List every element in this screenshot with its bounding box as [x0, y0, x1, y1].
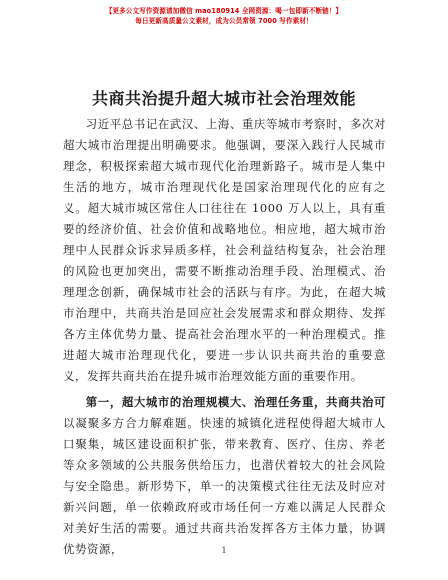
- page-number: 1: [221, 546, 227, 555]
- document-title: 共商共治提升超大城市社会治理效能: [91, 89, 356, 108]
- promo-banner: [0, 6, 448, 26]
- paragraph-2: [63, 392, 386, 560]
- promo-banner-line-1: 【更多公文写作资源请加微信 mao180914 全网资源：喝一包即新不断链！】: [105, 7, 343, 15]
- document-body: [63, 114, 386, 560]
- paragraph-2-lead: 第一，超大城市的治理规模大、治理任务重，共商共治可: [85, 395, 386, 409]
- promo-banner-line-2: 每日更新高质量公文素材，成为公员常领 7000 写作素材！: [135, 17, 313, 25]
- paragraph-1: 习近平总书记在武汉、上海、重庆等城市考察时，多次对超大城市治理提出明确要求。他强调，要深入践行人民城市理念，积极探索超大城市现代化治理新路子。城市是人集中生活的地方，城市治理现代化是国家治理现代化的应有之义。超大城市城区常住人口往往在 1000 万人以上，具有重要的经济价值、社会价值和战略地位。相应地，超大城市治理中人民群众诉求异质多样，社会利益结构复杂，社会治理的风险也更加突出，需要不断推动治理手段、治理模式、治理理念创新，确保城市社会的活跃与有序。为此，在超大城市治理中，共商共治是回应社会发展需求和群众期待、发挥各方主体优势力量、提高社会治理水平的一种治理模式。推进超大城市治理现代化，要进一步认识共商共治的重要意义，发挥共商共治在提升城市治理效能方面的重要作用。: [63, 117, 386, 383]
- paragraph-2-text: 以凝聚多方合力解难题。快速的城镇化进程使得超大城市人口聚集，城区建设面积扩张，带来教育、医疗、住房、养老等众多领域的公共服务供给压力，也潜伏着较大的社会风险与安全隐患。新形势下，单一的决策模式往往无法及时应对新兴问题，单一依赖政府或市场任何一方难以满足人民群众对美好生活的需要。通过共商共治发挥各方主体力量，协调优势资源，: [63, 416, 386, 556]
